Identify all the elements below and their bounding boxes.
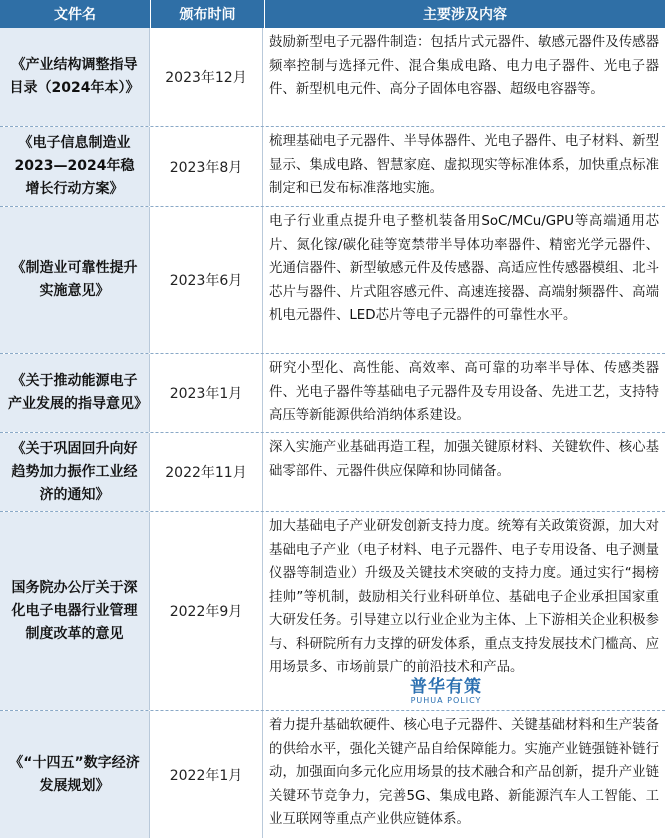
row-date: 2023年1月	[150, 354, 263, 432]
row-date: 2022年9月	[150, 512, 263, 710]
row-content: 梳理基础电子元器件、半导体器件、光电子器件、电子材料、新型显示、集成电路、智慧家庭、虚拟现实等标准体系，加快重点标准制定和已发布标准落地实施。	[269, 134, 659, 196]
row-name: 《制造业可靠性提升实施意见》	[0, 207, 150, 353]
row-date: 2022年11月	[150, 433, 263, 511]
header-date: 颁布时间	[151, 0, 265, 28]
table-row	[0, 512, 665, 711]
table-row	[0, 711, 665, 838]
header-name: 文件名	[0, 0, 151, 28]
table-row	[0, 207, 665, 354]
watermark-logo	[410, 678, 482, 706]
row-date: 2023年6月	[150, 207, 263, 353]
row-content: 电子行业重点提升电子整机装备用SoC/MCu/GPU等高端通用芯片、氮化镓/碳化硅等宽禁带半导体功率器件、精密光学元器件、光通信器件、新型敏感元件及传感器、高适应性传感器模组、北斗芯片与器件、片式阻容感元件、高速连接器、高端射频器件、高端机电元器件、LED芯片等电子元器件的可靠性水平。	[269, 214, 659, 323]
row-name: 《关于巩固回升向好趋势加力振作工业经济的通知》	[0, 433, 150, 511]
table-row	[0, 433, 665, 512]
row-name: 《产业结构调整指导目录（2024年本）》	[0, 28, 150, 126]
header-content: 主要涉及内容	[423, 7, 507, 23]
row-content: 鼓励新型电子元器件制造：包括片式元器件、敏感元器件及传感器频率控制与选择元件、混合集成电路、电力电子器件、光电子器件、新型机电元件、高分子固体电容器、超级电容器等。	[269, 35, 659, 97]
watermark-en: PUHUA POLICY	[410, 696, 482, 705]
row-date: 2023年8月	[150, 127, 263, 206]
row-content: 加大基础电子产业研发创新支持力度。统筹有关政策资源，加大对基础电子产业（电子材料、电子元器件、电子专用设备、电子测量仪器等制造业）升级及关键技术突破的支持力度。通过实行“揭榜挂帅”等机制，鼓励相关行业科研单位、基础电子企业承担国家重大研发任务。引导建立以行业企业为主体、上下游相关企业积极参与、科研院所有力支撑的研发体系，重点支持发展技术门槛高、应用场景多、市场前景广的前沿技术和产品。	[269, 519, 659, 675]
watermark-cn: 普华有策	[410, 677, 482, 697]
table-row	[0, 354, 665, 433]
row-date: 2022年1月	[150, 711, 263, 838]
row-date: 2023年12月	[150, 28, 263, 126]
row-name: 国务院办公厅关于深化电子电器行业管理制度改革的意见	[0, 512, 150, 710]
row-name: 《“十四五”数字经济发展规划》	[0, 711, 150, 838]
row-content: 研究小型化、高性能、高效率、高可靠的功率半导体、传感类器件、光电子器件等基础电子元器件及专用设备、先进工艺，支持特高压等新能源供给消纳体系建设。	[269, 361, 659, 423]
table-row	[0, 28, 665, 127]
table-row	[0, 127, 665, 207]
row-content: 着力提升基础软硬件、核心电子元器件、关键基础材料和生产装备的供给水平，强化关键产品自给保障能力。实施产业链强链补链行动，加强面向多元化应用场景的技术融合和产品创新，提升产业链关键环节竞争力，完善5G、集成电路、新能源汽车人工智能、工业互联网等重点产业供应链体系。	[269, 718, 659, 827]
row-name: 《关于推动能源电子产业发展的指导意见》	[0, 354, 150, 432]
row-name: 《电子信息制造业2023—2024年稳增长行动方案》	[0, 127, 150, 206]
row-content: 深入实施产业基础再造工程，加强关键原材料、关键软件、核心基础零部件、元器件供应保障和协同储备。	[269, 440, 659, 479]
table-header	[0, 0, 665, 28]
